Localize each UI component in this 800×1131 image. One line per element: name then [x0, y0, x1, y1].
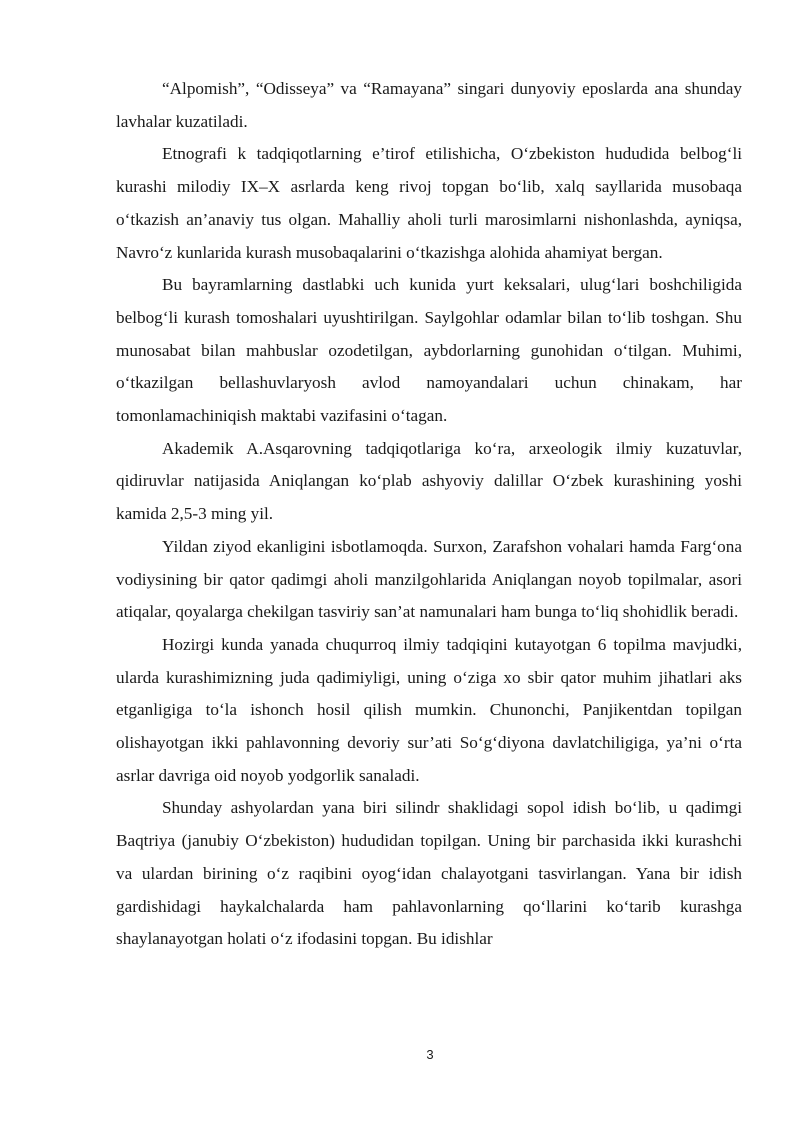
paragraph-7: Shunday ashyolardan yana biri silindr shaklidagi sopol idish bo‘lib, u qadimgi Baqtriya (janubiy O‘zbekiston) hududidan topilgan. Uning bir parchasida ikki kurashchi va ulardan birining o‘z raqibini oyog‘idan chalayotgani tasvirlangan. Yana bir idish gardishidagi haykalchalarda ham pahlavonlarning qo‘llarini ko‘tarib kurashga shaylanayotgan holati o‘z ifodasini topgan. Bu idishlar	[116, 798, 742, 949]
page-number: 3	[426, 1047, 434, 1062]
paragraph-6: Hozirgi kunda yanada chuqurroq ilmiy tadqiqini kutayotgan 6 topilma mavjudki, ularda kurashimizning juda qadimiyligi, uning o‘ziga xo sbir qator muhim jihatlari aks etganligiga to‘la ishonch hosil qilish mumkin. Chunonchi, Panjikentdan topilgan olishayotgan ikki pahlavonning devoriy sur’ati So‘g‘diyona davlatchiligiga, ya’ni o‘rta asrlar davriga oid noyob yodgorlik sanaladi.	[116, 634, 742, 785]
paragraph-4: Akademik A.Asqarovning tadqiqotlariga ko‘ra, arxeologik ilmiy kuzatuvlar, qidiruvlar natijasida Aniqlangan ko‘plab ashyoviy dalillar O‘zbek kurashining yoshi kamida 2,5-3 ming yil.	[116, 438, 742, 524]
paragraph-1: “Alpomish”, “Odisseya” va “Ramayana” singari dunyoviy eposlarda ana shunday lavhalar kuzatiladi.	[116, 79, 742, 131]
document-body	[116, 73, 742, 956]
paragraph-3: Bu bayramlarning dastlabki uch kunida yurt keksalari, ulug‘lari boshchiligida belbog‘li kurash tomoshalari uyushtirilgan. Saylgohlar odamlar bilan to‘lib toshgan. Shu munosabat bilan mahbuslar ozodetilgan, aybdorlarning gunohidan o‘tilgan. Muhimi, o‘tkazilgan bellashuvlaryosh avlod namoyandalari uchun chinakam, har tomonlamachiniqish maktabi vazifasini o‘tagan.	[116, 275, 742, 426]
paragraph-2: Etnografi k tadqiqotlarning e’tirof etilishicha, O‘zbekiston hududida belbog‘li kurashi milodiy IX–X asrlarda keng rivoj topgan bo‘lib, xalq sayllarida musobaqa o‘tkazish an’anaviy tus olgan. Mahalliy aholi turli marosimlarni nishonlashda, ayniqsa, Navro‘z kunlarida kurash musobaqalarini o‘tkazishga alohida ahamiyat bergan.	[116, 144, 742, 262]
paragraph-5: Yildan ziyod ekanligini isbotlamoqda. Surxon, Zarafshon vohalari hamda Farg‘ona vodiysining bir qator qadimgi aholi manzilgohlarida Aniqlangan noyob topilmalar, asori atiqalar, qoyalarga chekilgan tasviriy san’at namunalari ham bunga to‘liq shohidlik beradi.	[116, 536, 742, 622]
